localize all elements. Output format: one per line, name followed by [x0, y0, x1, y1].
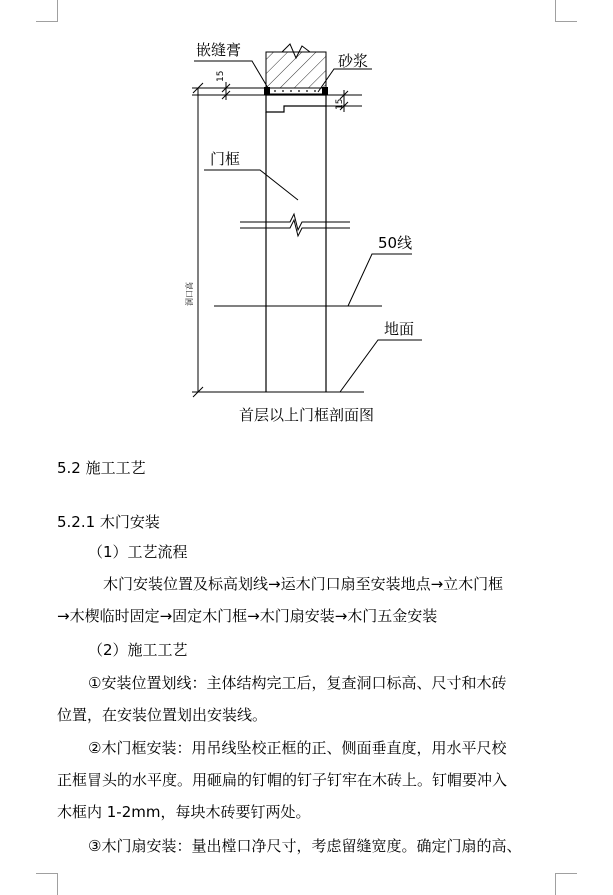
label-mortar: 砂浆 — [338, 52, 369, 70]
door-frame-section-drawing — [0, 0, 613, 400]
crop-mark-bottom-left-horizontal — [36, 873, 58, 874]
paragraph-2-line-1: ②木门框安装：用吊线坠校正框的正、侧面垂直度，用水平尺校 — [88, 739, 507, 757]
leader-fifty-line — [348, 254, 412, 306]
door-frame-head-profile — [266, 95, 326, 112]
leader-door-frame — [204, 170, 298, 200]
section-heading-5-2: 5.2 施工工艺 — [57, 459, 146, 477]
leader-sealant — [194, 61, 268, 88]
label-door-frame: 门框 — [210, 150, 241, 168]
flow-line-2: →木楔临时固定→固定木门框→木门扇安装→木门五金安装 — [57, 607, 438, 625]
paragraph-2-line-3: 木框内 1-2mm，每块木砖要钉两处。 — [57, 803, 311, 821]
dim-side-value: 15 — [335, 98, 345, 110]
crop-mark-bottom-left-vertical — [57, 873, 58, 895]
dim-top-value: 15 — [216, 70, 226, 82]
label-ground: 地面 — [384, 320, 415, 338]
item-1-heading: （1）工艺流程 — [88, 543, 188, 561]
label-sealant: 嵌缝膏 — [196, 41, 242, 59]
paragraph-1-line-1: ①安装位置划线：主体结构完工后，复查洞口标高、尺寸和木砖 — [88, 674, 507, 692]
sealant-right — [322, 87, 328, 95]
paragraph-3-line-1: ③木门扇安装：量出樘口净尺寸，考虑留缝宽度。确定门扇的高、 — [88, 837, 522, 855]
flow-line-1: 木门安装位置及标高划线→运木门口扇至安装地点→立木门框 — [103, 575, 504, 593]
crop-mark-bottom-right-horizontal — [555, 873, 577, 874]
label-fifty-line: 50线 — [378, 234, 413, 252]
label-opening-height: 洞口高 — [185, 282, 194, 306]
item-2-heading: （2）施工工艺 — [88, 641, 188, 659]
figure-caption: 首层以上门框剖面图 — [238, 406, 374, 424]
leader-ground — [340, 340, 422, 392]
paragraph-1-line-2: 位置，在安装位置划出安装线。 — [57, 706, 268, 724]
section-heading-5-2-1: 5.2.1 木门安装 — [57, 513, 160, 531]
crop-mark-bottom-right-vertical — [555, 873, 556, 895]
paragraph-2-line-2: 正框冒头的水平度。用砸扁的钉帽的钉子钉牢在木砖上。钉帽要冲入 — [57, 771, 508, 789]
